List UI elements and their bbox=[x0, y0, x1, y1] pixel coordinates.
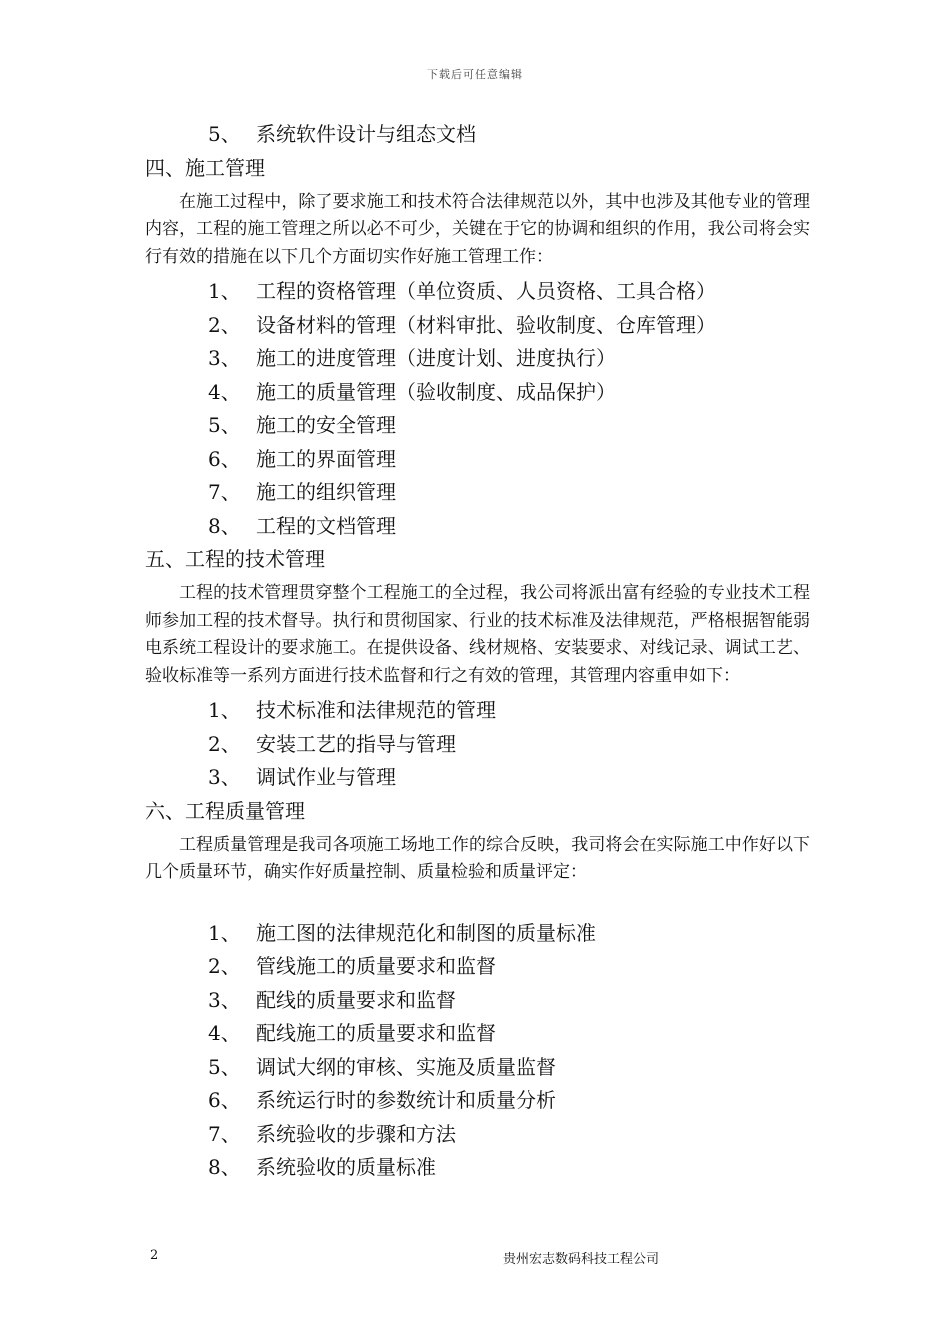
list-item-text: 管线施工的质量要求和监督 bbox=[256, 954, 496, 978]
list-item-number: 2、 bbox=[208, 731, 241, 756]
section-heading-construction-management: 四、施工管理 bbox=[145, 155, 265, 180]
list-item-text: 设备材料的管理（材料审批、验收制度、仓库管理） bbox=[256, 312, 716, 337]
list-item-number: 8、 bbox=[208, 1155, 241, 1179]
list-item bbox=[145, 1017, 810, 1051]
list-item bbox=[145, 275, 810, 309]
section-heading-technical-management: 五、工程的技术管理 bbox=[145, 547, 325, 571]
list-item bbox=[145, 761, 810, 795]
list-item bbox=[145, 984, 810, 1018]
list-item-text: 施工的组织管理 bbox=[256, 480, 396, 504]
list-item-text: 安装工艺的指导与管理 bbox=[256, 731, 456, 756]
list-item-number: 2、 bbox=[208, 312, 241, 337]
construction-management-list bbox=[145, 275, 810, 543]
list-item-text: 配线的质量要求和监督 bbox=[256, 987, 456, 1012]
list-item-text: 调试作业与管理 bbox=[256, 765, 396, 789]
section-heading-quality-management: 六、工程质量管理 bbox=[145, 798, 305, 823]
list-item-number: 8、 bbox=[208, 513, 241, 538]
list-item bbox=[145, 917, 810, 951]
list-item-text: 施工的界面管理 bbox=[256, 446, 396, 471]
list-item-number: 5、 bbox=[208, 122, 241, 146]
quality-management-list bbox=[145, 917, 810, 1185]
list-item-text: 施工图的法律规范化和制图的质量标准 bbox=[256, 920, 596, 945]
list-item-text: 系统软件设计与组态文档 bbox=[256, 122, 476, 146]
list-item bbox=[145, 950, 810, 984]
list-item bbox=[145, 476, 810, 510]
list-item-number: 3、 bbox=[208, 987, 241, 1012]
list-item-number: 1、 bbox=[208, 698, 241, 722]
list-item-number: 3、 bbox=[208, 765, 241, 789]
list-item-text: 系统验收的质量标准 bbox=[256, 1155, 436, 1179]
header-watermark: 下载后可任意编辑 bbox=[427, 68, 523, 81]
list-item-number: 2、 bbox=[208, 954, 241, 978]
list-item-text: 技术标准和法律规范的管理 bbox=[256, 698, 496, 722]
list-item-number: 4、 bbox=[208, 379, 241, 404]
list-item-number: 6、 bbox=[208, 1088, 241, 1112]
list-item bbox=[145, 1118, 810, 1152]
list-item bbox=[145, 1151, 810, 1185]
list-item bbox=[145, 118, 810, 152]
list-item bbox=[145, 376, 810, 410]
list-item bbox=[145, 1084, 810, 1118]
list-item-text: 调试大纲的审核、实施及质量监督 bbox=[256, 1054, 556, 1079]
list-item bbox=[145, 443, 810, 477]
technical-management-list bbox=[145, 694, 810, 795]
list-item bbox=[145, 694, 810, 728]
list-item bbox=[145, 728, 810, 762]
list-item-text: 工程的文档管理 bbox=[256, 513, 396, 538]
list-item-number: 5、 bbox=[208, 413, 241, 437]
list-item-number: 4、 bbox=[208, 1021, 241, 1045]
list-item-number: 6、 bbox=[208, 446, 241, 471]
list-item bbox=[145, 510, 810, 544]
list-item bbox=[145, 409, 810, 443]
section-paragraph: 工程质量管理是我司各项施工场地工作的综合反映，我司将会在实际施工中作好以下几个质量环节，确实作好质量控制、质量检验和质量评定： bbox=[145, 834, 810, 882]
list-item bbox=[145, 342, 810, 376]
list-item-number: 5、 bbox=[208, 1054, 241, 1079]
list-item-text: 配线施工的质量要求和监督 bbox=[256, 1021, 496, 1045]
list-item bbox=[145, 1051, 810, 1085]
list-item-text: 施工的安全管理 bbox=[256, 413, 396, 437]
page-number: 2 bbox=[150, 1248, 159, 1263]
list-item-number: 3、 bbox=[208, 346, 241, 370]
section-paragraph: 在施工过程中，除了要求施工和技术符合法律规范以外，其中也涉及其他专业的管理内容，工程的施工管理之所以必不可少，关键在于它的协调和组织的作用，我公司将会实行有效的措施在以下几个方面切实作好施工管理工作： bbox=[145, 191, 810, 267]
list-item-text: 施工的进度管理（进度计划、进度执行） bbox=[256, 346, 616, 370]
list-item-text: 系统验收的步骤和方法 bbox=[256, 1121, 456, 1146]
document-body bbox=[145, 118, 810, 1185]
list-item-number: 7、 bbox=[208, 480, 241, 504]
list-item-text: 工程的资格管理（单位资质、人员资格、工具合格） bbox=[256, 279, 716, 303]
list-item-number: 7、 bbox=[208, 1121, 241, 1146]
list-item-text: 系统运行时的参数统计和质量分析 bbox=[256, 1088, 556, 1112]
list-item-number: 1、 bbox=[208, 920, 241, 945]
list-item-number: 1、 bbox=[208, 279, 241, 303]
footer-company-name: 贵州宏志数码科技工程公司 bbox=[503, 1252, 660, 1267]
list-item bbox=[145, 309, 810, 343]
paragraph-spacer bbox=[145, 891, 810, 917]
list-item-text: 施工的质量管理（验收制度、成品保护） bbox=[256, 379, 616, 404]
section-paragraph: 工程的技术管理贯穿整个工程施工的全过程，我公司将派出富有经验的专业技术工程师参加工程的技术督导。执行和贯彻国家、行业的技术标准及法律规范，严格根据智能弱电系统工程设计的要求施工。在提供设备、线材规格、安装要求、对线记录、调试工艺、验收标准等一系列方面进行技术监督和行之有效的管理，其管理内容重申如下： bbox=[145, 583, 810, 686]
